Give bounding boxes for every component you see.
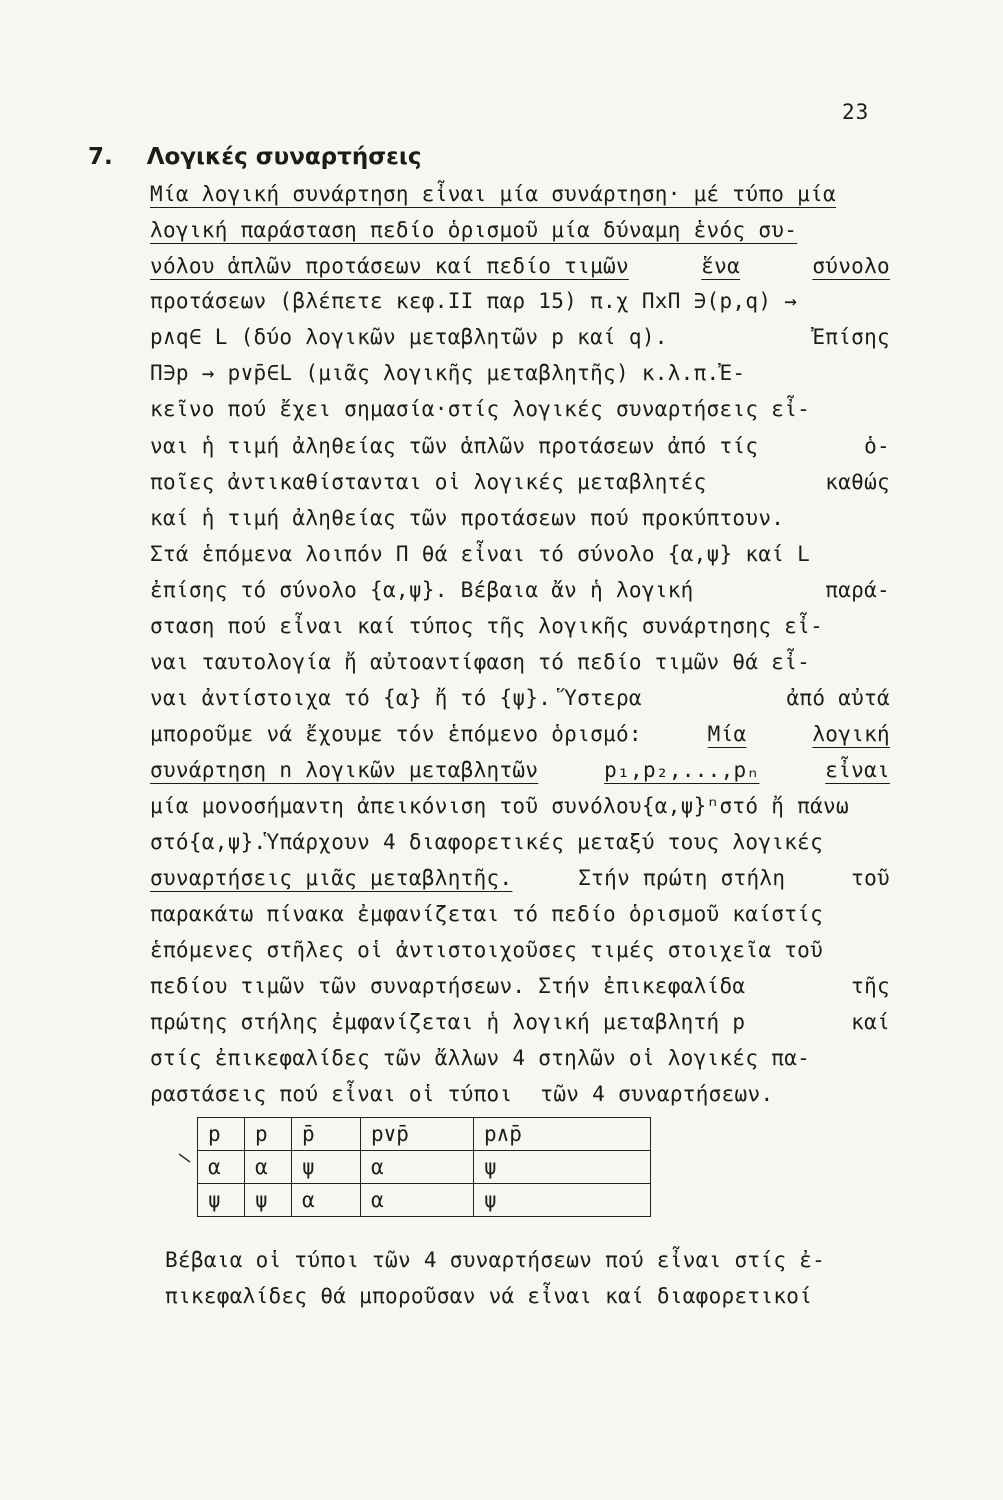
text-line: προτάσεων (βλέπετε κεφ.ΙΙ παρ 15) π.χ ΠxΠ ∋(p,q) → <box>150 289 798 313</box>
text-line: λογική παράσταση πεδίο ὁρισμοῦ μία δύναμη ἑνός συ- <box>150 218 798 242</box>
table-header-cell: p <box>245 1118 292 1151</box>
table-cell: ψ <box>474 1151 651 1184</box>
text-line: ναι ταυτολογία ἤ αὐτοαντίφαση τό πεδίο τιμῶν θά εἶ- <box>150 650 811 674</box>
table-cell: ψ <box>245 1184 292 1217</box>
table-header-cell: p∧p̄ <box>474 1118 651 1151</box>
table-cell: α <box>292 1184 361 1217</box>
table-cell: ψ <box>474 1184 651 1217</box>
text-line: μία μονοσήμαντη ἀπεικόνιση τοῦ συνόλου{α,ψ}ⁿστό ἤ πάνω <box>150 794 849 818</box>
section-title: Λογικές συναρτήσεις <box>146 144 422 170</box>
text-line: Μία λογική συνάρτηση εἶναι μία συνάρτηση· μέ τύπο μία <box>150 182 836 206</box>
text-line: καί ἡ τιμή ἀληθείας τῶν προτάσεων πού προκύπτουν. <box>150 506 785 530</box>
text-line: παρακάτω πίνακα ἐμφανίζεται τό πεδίο ὁρισμοῦ καίστίς <box>150 902 824 926</box>
table-cell: α <box>245 1151 292 1184</box>
table-header-cell: p <box>198 1118 245 1151</box>
table-cell: α <box>361 1184 474 1217</box>
text-line: στίς ἐπικεφαλίδες τῶν ἄλλων 4 στηλῶν οἱ λογικές πα- <box>150 1046 811 1070</box>
text-line: p∧q∈ L (δύο λογικῶν μεταβλητῶν p καί q). Ἐπίσης <box>150 325 890 349</box>
table-header-row <box>198 1118 651 1151</box>
text-line: μποροῦμε νά ἔχουμε τόν ἑπόμενο ὁρισμό: Μία λογική <box>150 722 890 746</box>
text-line: σταση πού εἶναι καί τύπος τῆς λογικῆς συνάρτησης εἶ- <box>150 614 824 638</box>
table-row <box>198 1184 651 1217</box>
table-header-cell: p∨p̄ <box>361 1118 474 1151</box>
text-line: ναι ἀντίστοιχα τό {α} ἤ τό {ψ}. Ὕστερα ἀπό αὐτά <box>150 686 890 710</box>
truth-table <box>197 1117 651 1217</box>
text-line: ἐπίσης τό σύνολο {α,ψ}. Βέβαια ἄν ἡ λογική παρά- <box>150 578 890 602</box>
text-line: πρώτης στήλης ἐμφανίζεται ἡ λογική μεταβλητή p καί <box>150 1010 890 1034</box>
text-line: στό{α,ψ}.Ὑπάρχουν 4 διαφορετικές μεταξύ τους λογικές <box>150 830 824 854</box>
table-cell: α <box>361 1151 474 1184</box>
table-cell: ψ <box>292 1151 361 1184</box>
text-line: πικεφαλίδες θά μποροῦσαν νά εἶναι καί διαφορετικοί <box>165 1284 813 1308</box>
text-line: συναρτήσεις μιᾶς μεταβλητῆς. Στήν πρώτη στήλη τοῦ <box>150 866 890 890</box>
text-line: νόλου ἁπλῶν προτάσεων καί πεδίο τιμῶν ἕνα σύνολο <box>150 254 890 278</box>
text-line: συνάρτηση n λογικῶν μεταβλητῶν p₁,p₂,...,pₙ εἶναι <box>150 758 890 782</box>
section-number: 7. <box>88 144 113 170</box>
table-cell: α <box>198 1151 245 1184</box>
pen-mark-icon <box>178 1148 192 1158</box>
text-line: ραστάσεις πού εἶναι οἱ τύποι τῶν 4 συναρτήσεων. <box>150 1082 774 1106</box>
text-line: Στά ἑπόμενα λοιπόν Π θά εἶναι τό σύνολο {α,ψ} καί L <box>150 542 811 566</box>
text-line: Π∋p → p∨p̄∈L (μιᾶς λογικῆς μεταβλητῆς) κ.λ.π.Ἐ- <box>150 361 746 385</box>
text-line: ποῖες ἀντικαθίστανται οἱ λογικές μεταβλητές καθώς <box>150 470 890 494</box>
table-header-cell: p̄ <box>292 1118 361 1151</box>
page-number: 23 <box>842 100 870 124</box>
section-heading <box>88 144 422 170</box>
text-line: πεδίου τιμῶν τῶν συναρτήσεων. Στήν ἐπικεφαλίδα τῆς <box>150 974 890 998</box>
text-line: ἑπόμενες στῆλες οἱ ἀντιστοιχοῦσες τιμές στοιχεῖα τοῦ <box>150 938 824 962</box>
table-row <box>198 1151 651 1184</box>
text-line: κεῖνο πού ἔχει σημασία·στίς λογικές συναρτήσεις εἶ- <box>150 397 811 421</box>
text-line: ναι ἡ τιμή ἀληθείας τῶν ἁπλῶν προτάσεων ἀπό τίς ὁ- <box>150 434 890 458</box>
table-cell: ψ <box>198 1184 245 1217</box>
text-line: Βέβαια οἱ τύποι τῶν 4 συναρτήσεων πού εἶναι στίς ἐ- <box>165 1248 826 1272</box>
